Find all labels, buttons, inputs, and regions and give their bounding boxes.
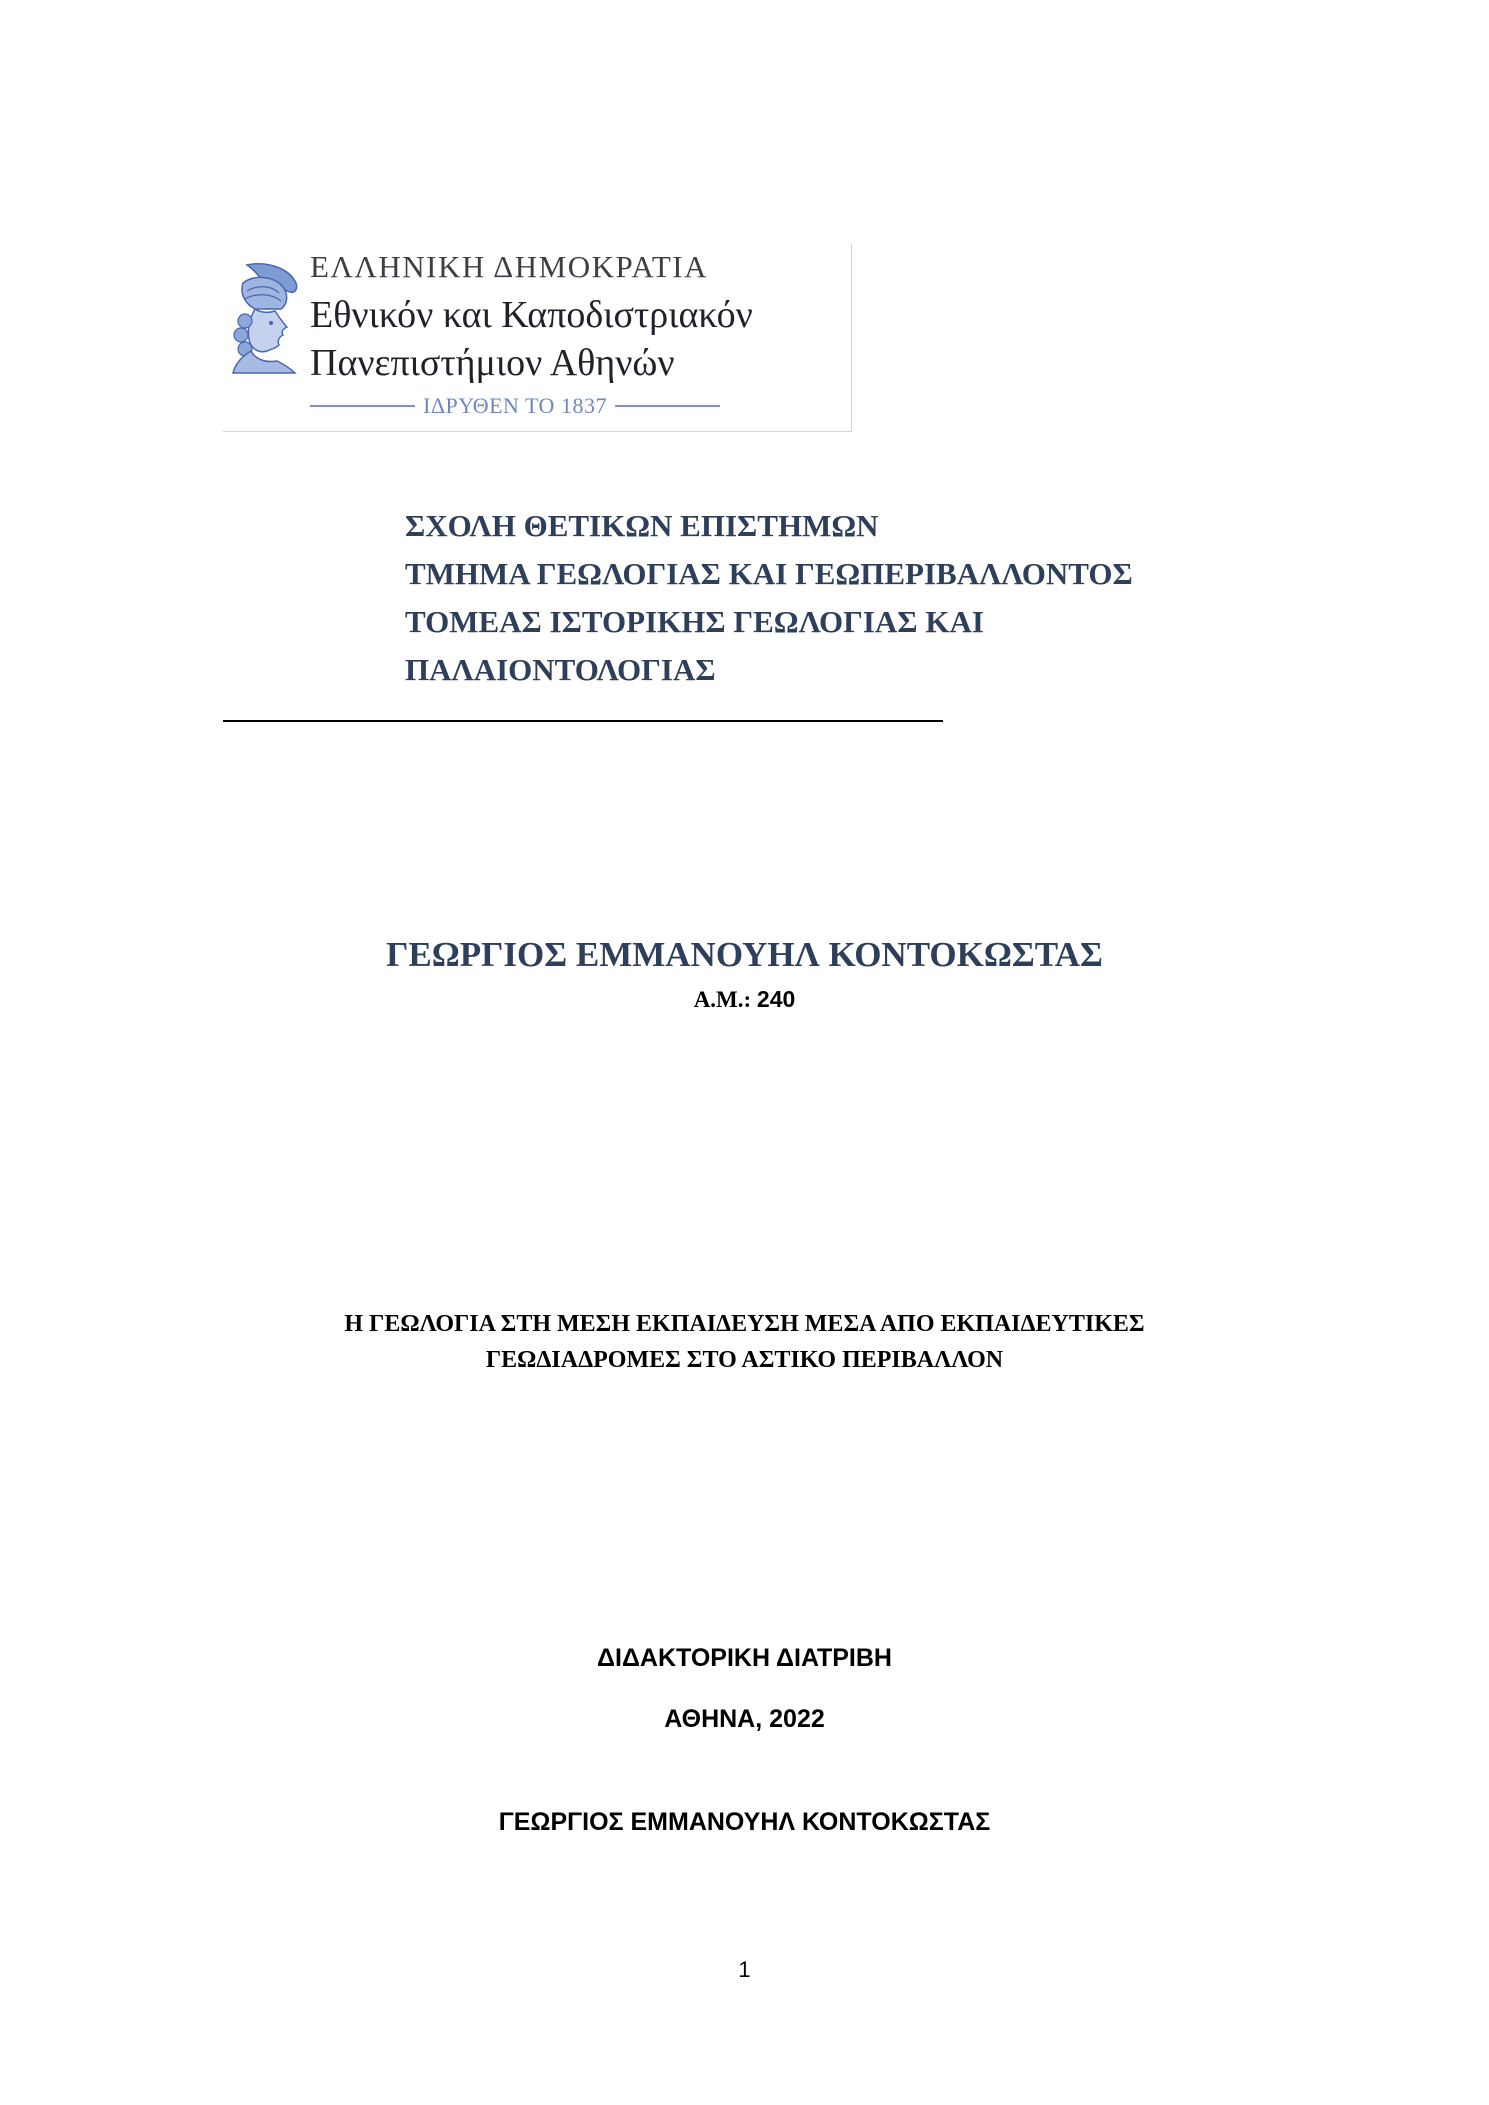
document-type: ΔΙΔΑΚΤΟΡΙΚΗ ΔΙΑΤΡΙΒΗ [597, 1644, 892, 1672]
department-heading: ΤΜΗΜΑ ΓΕΩΛΟΓΙΑΣ ΚΑΙ ΓΕΩΠΕΡΙΒΑΛΛΟΝΤΟΣ [405, 556, 1133, 591]
sector-heading-line1: ΤΟΜΕΑΣ ΙΣΤΟΡΙΚΗΣ ΓΕΩΛΟΓΙΑΣ ΚΑΙ [405, 604, 984, 639]
place-and-year: ΑΘΗΝΑ, 2022 [664, 1705, 825, 1733]
logo-founded-rule-left [310, 405, 415, 407]
thesis-title [0, 1306, 1489, 1378]
department-headings [405, 502, 1305, 694]
author-name: ΓΕΩΡΓΙΟΣ ΕΜΜΑΝΟΥΗΛ ΚΟΝΤΟΚΩΣΤΑΣ [386, 935, 1103, 974]
bottom-author-name: ΓΕΩΡΓΙΟΣ ΕΜΜΑΝΟΥΗΛ ΚΟΝΤΟΚΩΣΤΑΣ [498, 1808, 991, 1836]
athena-head-emblem-icon [225, 261, 303, 375]
logo-founded-text: ΙΔΡΥΘΕΝ ΤΟ 1837 [423, 393, 607, 418]
school-heading: ΣΧΟΛΗ ΘΕΤΙΚΩΝ ΕΠΙΣΤΗΜΩΝ [405, 508, 879, 543]
logo-university-name-line2: Πανεπιστήμιον Αθηνών [310, 342, 675, 384]
logo-republic-text: ΕΛΛΗΝΙΚΗ ΔΗΜΟΚΡΑΤΙΑ [310, 249, 709, 284]
page-number: 1 [738, 1957, 751, 1982]
heading-separator-rule [223, 720, 943, 722]
sector-heading-line2: ΠΑΛΑΙΟΝΤΟΛΟΓΙΑΣ [405, 652, 716, 687]
author-id-label: Α.Μ.: [693, 987, 757, 1012]
author-id-value: 240 [756, 986, 796, 1012]
logo-university-name-line1: Εθνικόν και Καποδιστριακόν [310, 294, 753, 336]
logo-founded-line [310, 393, 720, 419]
thesis-title-line1: Η ΓΕΩΛΟΓΙΑ ΣΤΗ ΜΕΣΗ ΕΚΠΑΙΔΕΥΣΗ ΜΕΣΑ ΑΠΟ ΕΚΠΑΙΔΕΥΤΙΚΕΣ [344, 1311, 1145, 1337]
thesis-title-line2: ΓΕΩΔΙΑΔΡΟΜΕΣ ΣΤΟ ΑΣΤΙΚΟ ΠΕΡΙΒΑΛΛΟΝ [485, 1347, 1004, 1373]
author-registration-number [0, 986, 1489, 1013]
logo-founded-rule-right [615, 405, 720, 407]
university-logo [223, 243, 852, 432]
